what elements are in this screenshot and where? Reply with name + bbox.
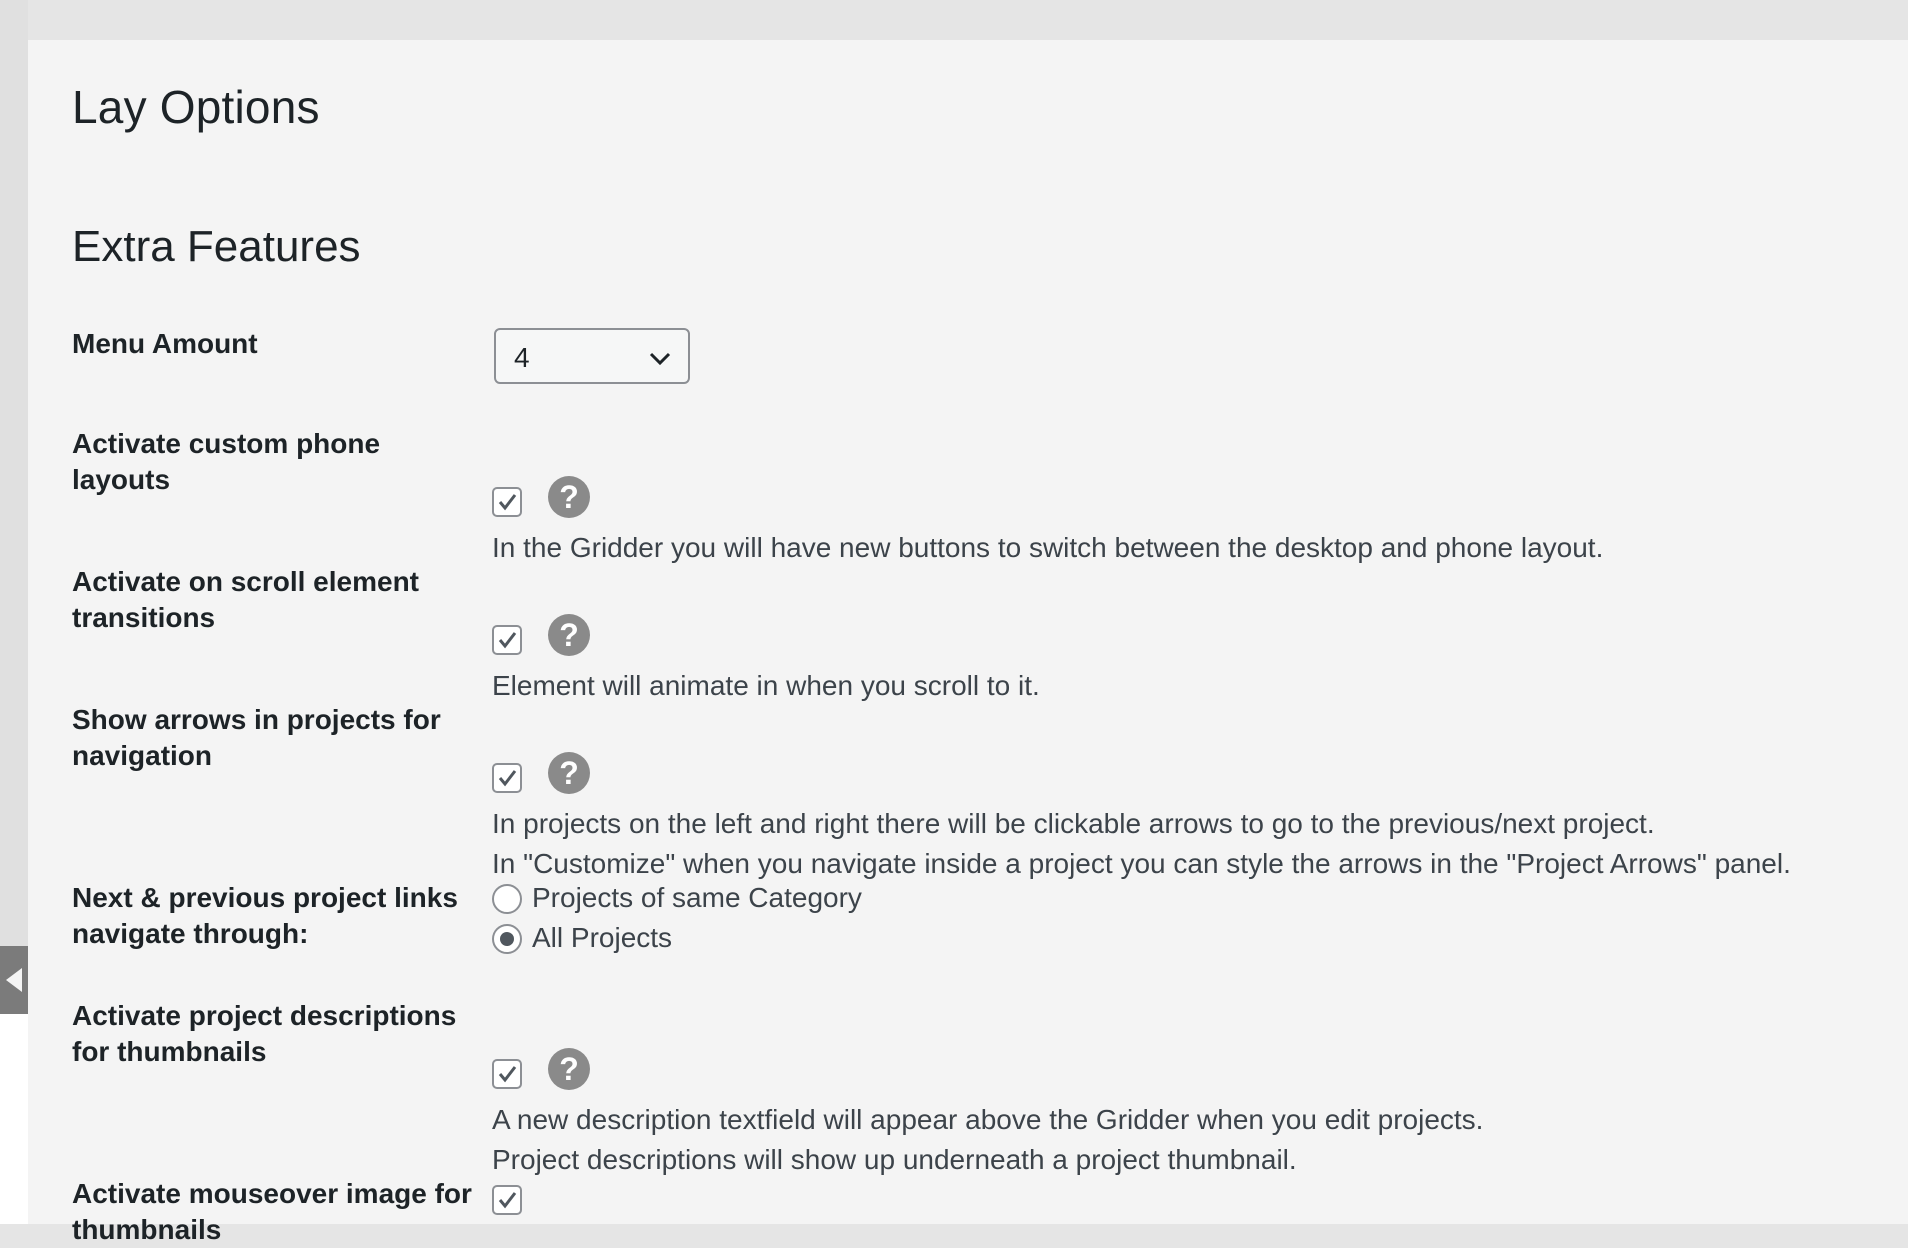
options-page <box>28 40 1908 1245</box>
checkmark-icon <box>496 1189 518 1211</box>
option-description: A new description textfield will appear above the Gridder when you edit projects. <box>492 1104 1484 1135</box>
navigation-label: Next & previous project links navigate through: <box>72 882 458 949</box>
option-description: Element will animate in when you scroll to it. <box>492 670 1040 701</box>
menu-amount-label: Menu Amount <box>72 328 258 359</box>
option-description: In the Gridder you will have new buttons to switch between the desktop and phone layout. <box>492 532 1604 563</box>
option-description: In "Customize" when you navigate inside a project you can style the arrows in the "Project Arrows" panel. <box>492 848 1791 879</box>
collapse-menu-button[interactable] <box>0 946 28 1014</box>
option-description: In projects on the left and right there will be clickable arrows to go to the previous/next project. <box>492 808 1655 839</box>
help-icon-glyph: ? <box>559 755 579 791</box>
phone-layouts-checkbox[interactable] <box>492 487 522 517</box>
help-icon-glyph: ? <box>559 617 579 653</box>
page-title: Lay Options <box>72 81 320 133</box>
checkmark-icon <box>496 629 518 651</box>
chevron-down-icon <box>648 350 672 366</box>
menu-amount-value: 4 <box>514 342 530 373</box>
scroll-transitions-checkbox[interactable] <box>492 625 522 655</box>
help-icon[interactable] <box>548 476 590 518</box>
radio-same-category[interactable] <box>492 884 522 914</box>
radio-label[interactable]: Projects of same Category <box>532 882 862 913</box>
option-label: Show arrows in projects for navigation <box>72 704 441 771</box>
help-icon-glyph: ? <box>559 479 579 515</box>
option-label: Activate on scroll element transitions <box>72 566 420 633</box>
admin-sidebar-strip <box>0 0 28 1224</box>
help-icon[interactable] <box>548 1048 590 1090</box>
option-description: Project descriptions will show up underneath a project thumbnail. <box>492 1144 1297 1175</box>
radio-label[interactable]: All Projects <box>532 922 673 953</box>
sidebar-gap <box>0 1013 28 1224</box>
project-arrows-checkbox[interactable] <box>492 763 522 793</box>
radio-selected-dot <box>500 932 514 946</box>
option-label: Activate custom phone layouts <box>72 428 381 495</box>
project-descriptions-checkbox[interactable] <box>492 1059 522 1089</box>
menu-amount-select[interactable] <box>494 328 690 384</box>
help-icon-glyph: ? <box>559 1051 579 1087</box>
option-label: Activate project descriptions for thumbnails <box>72 1000 457 1067</box>
chevron-left-icon <box>0 964 28 996</box>
section-title: Extra Features <box>72 222 361 271</box>
mouseover-image-checkbox[interactable] <box>492 1185 522 1215</box>
checkmark-icon <box>496 491 518 513</box>
option-label: Activate mouseover image for thumbnails <box>72 1178 472 1245</box>
checkmark-icon <box>496 1063 518 1085</box>
help-icon[interactable] <box>548 752 590 794</box>
radio-all-projects[interactable] <box>492 924 522 954</box>
checkmark-icon <box>496 767 518 789</box>
help-icon[interactable] <box>548 614 590 656</box>
